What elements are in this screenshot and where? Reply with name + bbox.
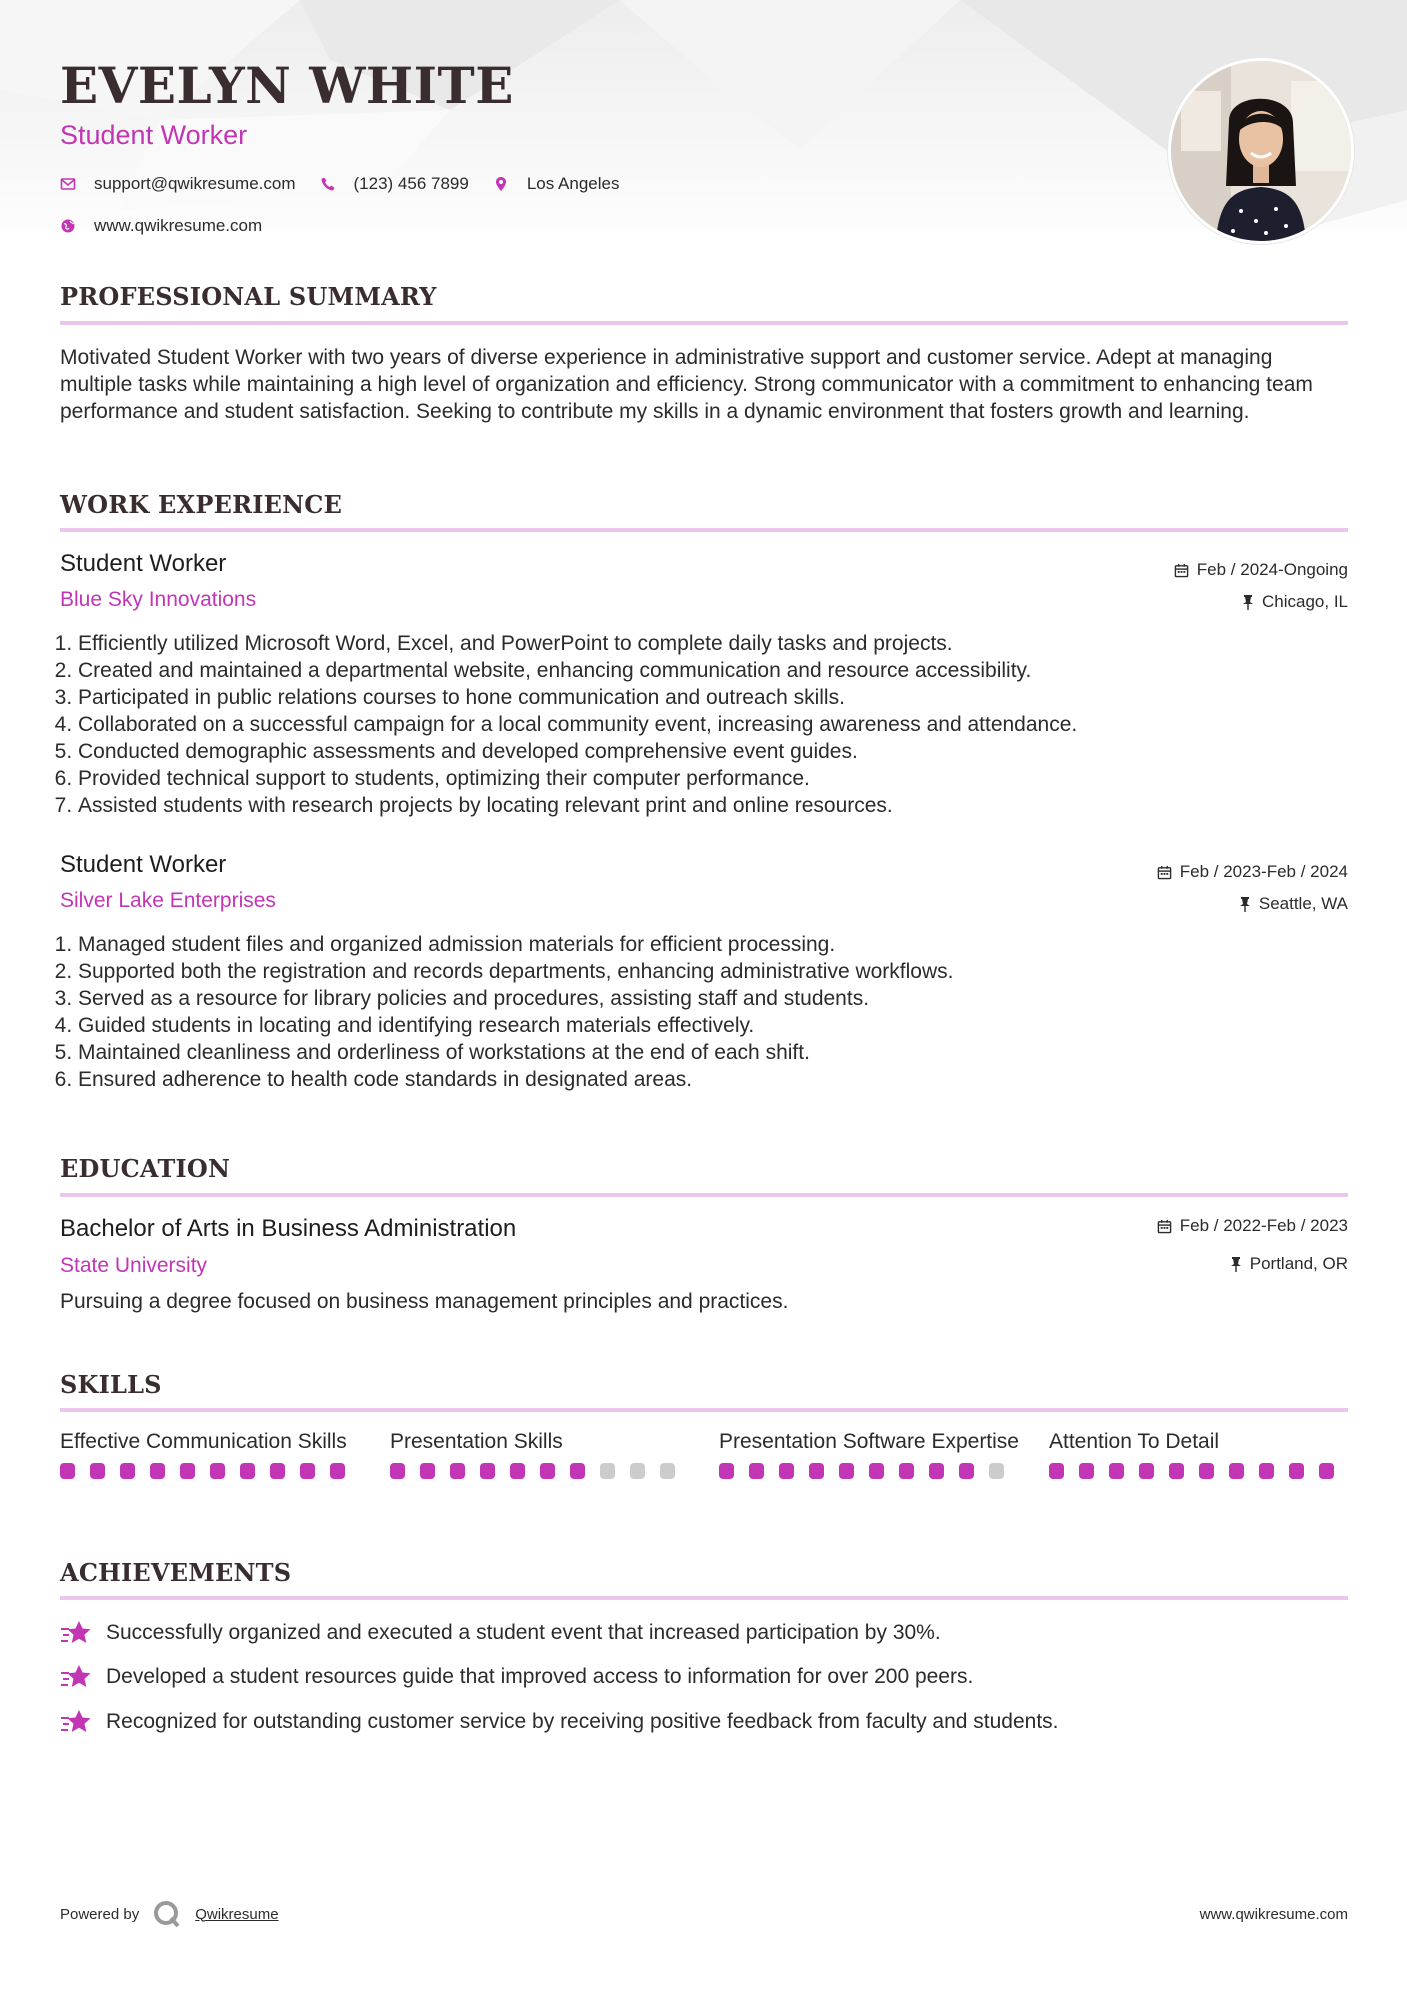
rating-dot-filled (1169, 1463, 1184, 1479)
list-item: 4. Guided students in locating and identifying research materials effectively. (78, 1012, 1366, 1039)
envelope-icon (60, 176, 76, 192)
skill-rating (719, 1463, 1019, 1479)
degree-title: Bachelor of Arts in Business Administration (60, 1215, 517, 1242)
phone-icon (320, 176, 336, 192)
rating-dot-filled (749, 1463, 764, 1479)
education-divider (60, 1193, 1348, 1197)
rating-dot-filled (929, 1463, 944, 1479)
rating-dot-filled (1199, 1463, 1214, 1479)
skill-item (719, 1428, 1019, 1479)
job-location: Chicago, IL (1242, 592, 1348, 612)
rating-dot-filled (719, 1463, 734, 1479)
rating-dot-filled (1319, 1463, 1334, 1479)
achievement-item: Developed a student resources guide that improved access to information for over 200 peers. (60, 1664, 973, 1690)
rating-dot-empty (989, 1463, 1004, 1479)
rating-dot-filled (240, 1463, 255, 1479)
job-dates: Feb / 2024-Ongoing (1174, 560, 1348, 580)
profile-photo (1168, 58, 1354, 244)
rating-dot-filled (180, 1463, 195, 1479)
job-bullets (60, 931, 1366, 1093)
rating-dot-empty (630, 1463, 645, 1479)
rating-dot-filled (210, 1463, 225, 1479)
list-item: 4. Collaborated on a successful campaign for a local community event, increasing awareness and attendance. (78, 711, 1366, 738)
rating-dot-filled (1259, 1463, 1274, 1479)
list-item: 7. Assisted students with research projects by locating relevant print and online resources. (78, 792, 1366, 819)
rating-dot-filled (1289, 1463, 1304, 1479)
job-location: Seattle, WA (1239, 894, 1348, 914)
skill-item (1049, 1428, 1349, 1479)
rating-dot-filled (270, 1463, 285, 1479)
list-item: 2. Supported both the registration and records departments, enhancing administrative workflows. (78, 958, 1366, 985)
education-dates: Feb / 2022-Feb / 2023 (1157, 1216, 1348, 1236)
rating-dot-filled (420, 1463, 435, 1479)
skill-rating (1049, 1463, 1349, 1479)
skills-heading: SKILLS (60, 1370, 162, 1399)
rating-dot-empty (660, 1463, 675, 1479)
rating-dot-filled (779, 1463, 794, 1479)
skill-name: Attention To Detail (1049, 1430, 1220, 1453)
experience-heading: WORK EXPERIENCE (60, 490, 343, 519)
job-bullets (60, 630, 1366, 819)
footer-powered-by: Powered by Qwikresume (60, 1900, 279, 1928)
skill-rating (390, 1463, 690, 1479)
rating-dot-filled (540, 1463, 555, 1479)
pushpin-icon (1239, 896, 1251, 912)
rating-dot-filled (390, 1463, 405, 1479)
rating-dot-filled (839, 1463, 854, 1479)
rating-dot-filled (330, 1463, 345, 1479)
summary-heading: PROFESSIONAL SUMMARY (60, 282, 437, 311)
candidate-role: Student Worker (60, 120, 248, 150)
contact-email[interactable]: support@qwikresume.com (94, 174, 296, 193)
experience-divider (60, 528, 1348, 532)
list-item: 5. Maintained cleanliness and orderliness of workstations at the end of each shift. (78, 1039, 1366, 1066)
contact-location: Los Angeles (526, 174, 620, 193)
skill-item (60, 1428, 360, 1479)
website-row (60, 216, 262, 236)
pushpin-icon (1230, 1256, 1242, 1272)
job-dates: Feb / 2023-Feb / 2024 (1157, 862, 1348, 882)
globe-icon (60, 218, 76, 234)
summary-divider (60, 321, 1348, 325)
rating-dot-filled (869, 1463, 884, 1479)
list-item: 5. Conducted demographic assessments and developed comprehensive event guides. (78, 738, 1366, 765)
rating-dot-filled (90, 1463, 105, 1479)
rating-dot-filled (570, 1463, 585, 1479)
contact-row (60, 174, 619, 194)
achievement-item: Recognized for outstanding customer service by receiving positive feedback from faculty and students. (60, 1709, 1059, 1735)
candidate-name: EVELYN WHITE (60, 56, 514, 115)
list-item: 6. Provided technical support to students, optimizing their computer performance. (78, 765, 1366, 792)
footer-brand-link[interactable]: Qwikresume (195, 1905, 279, 1923)
list-item: 6. Ensured adherence to health code standards in designated areas. (78, 1066, 1366, 1093)
education-location: Portland, OR (1230, 1254, 1348, 1274)
list-item: 1. Efficiently utilized Microsoft Word, Excel, and PowerPoint to complete daily tasks and projects. (78, 630, 1366, 657)
rating-dot-filled (1139, 1463, 1154, 1479)
education-description: Pursuing a degree focused on business management principles and practices. (60, 1290, 789, 1313)
list-item: 1. Managed student files and organized admission materials for efficient processing. (78, 931, 1366, 958)
footer-website[interactable]: www.qwikresume.com (1199, 1906, 1348, 1923)
rating-dot-filled (1049, 1463, 1064, 1479)
contact-website[interactable]: www.qwikresume.com (94, 216, 263, 235)
rating-dot-filled (300, 1463, 315, 1479)
education-heading: EDUCATION (60, 1154, 231, 1183)
qwikresume-logo-icon (153, 1900, 181, 1928)
contact-phone[interactable]: (123) 456 7899 (353, 174, 469, 193)
skill-name: Presentation Skills (390, 1430, 563, 1453)
rating-dot-filled (899, 1463, 914, 1479)
achievements-heading: ACHIEVEMENTS (60, 1558, 292, 1587)
rating-dot-filled (480, 1463, 495, 1479)
rating-dot-filled (1109, 1463, 1124, 1479)
calendar-icon (1174, 563, 1189, 578)
rating-dot-filled (120, 1463, 135, 1479)
rating-dot-filled (809, 1463, 824, 1479)
job-title: Student Worker (60, 851, 227, 878)
calendar-icon (1157, 1219, 1172, 1234)
skill-rating (60, 1463, 360, 1479)
rating-dot-filled (150, 1463, 165, 1479)
list-item: 3. Participated in public relations courses to hone communication and outreach skills. (78, 684, 1366, 711)
rating-dot-filled (1229, 1463, 1244, 1479)
summary-text: Motivated Student Worker with two years of diverse experience in administrative support and customer service. Adept at managing multiple tasks while maintaining a high level of organization and efficiency. Strong communicator with a commitment to enhancing team performance and student satisfaction. Seeking to contribute my skills in a dynamic environment that fosters growth and learning. (60, 346, 1313, 423)
calendar-icon (1157, 865, 1172, 880)
rating-dot-filled (60, 1463, 75, 1479)
rating-dot-filled (510, 1463, 525, 1479)
job-company: Silver Lake Enterprises (60, 889, 276, 912)
school-name: State University (60, 1254, 208, 1277)
skill-item (390, 1428, 690, 1479)
rating-dot-empty (600, 1463, 615, 1479)
achievement-item: Successfully organized and executed a student event that increased participation by 30%. (60, 1620, 941, 1646)
job-title: Student Worker (60, 550, 227, 577)
rating-dot-filled (450, 1463, 465, 1479)
list-item: 3. Served as a resource for library policies and procedures, assisting staff and students. (78, 985, 1366, 1012)
rating-dot-filled (959, 1463, 974, 1479)
star-badge-icon (60, 1664, 92, 1690)
job-company: Blue Sky Innovations (60, 588, 257, 611)
rating-dot-filled (1079, 1463, 1094, 1479)
skill-name: Effective Communication Skills (60, 1430, 347, 1453)
achievements-divider (60, 1596, 1348, 1600)
star-badge-icon (60, 1709, 92, 1735)
pushpin-icon (1242, 594, 1254, 610)
skills-divider (60, 1408, 1348, 1412)
star-badge-icon (60, 1620, 92, 1646)
skill-name: Presentation Software Expertise (719, 1430, 1019, 1453)
list-item: 2. Created and maintained a departmental website, enhancing communication and resource accessibility. (78, 657, 1366, 684)
map-pin-icon (493, 176, 509, 192)
